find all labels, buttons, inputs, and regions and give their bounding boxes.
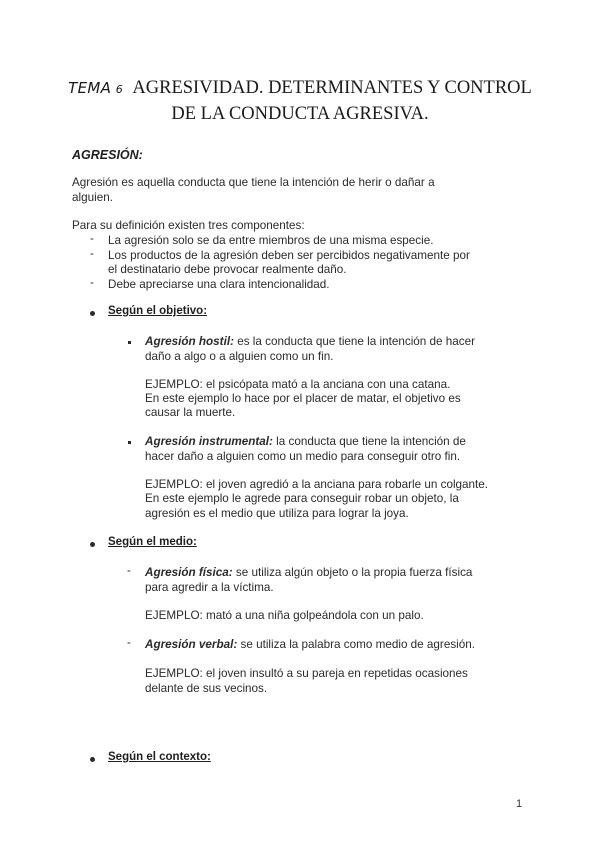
title-tema: TEMA (68, 79, 112, 97)
term-verbal: Agresión verbal: (145, 638, 238, 651)
term-fisica: Agresión física: (145, 566, 233, 579)
hostil-def: es la conducta que tiene la intención de hacer (233, 335, 476, 348)
heading-segun-objetivo: Según el objetivo: (108, 305, 208, 317)
instrumental-line-1 (145, 434, 466, 449)
dash-marker: - (90, 233, 94, 245)
heading-segun-medio: Según el medio: (108, 536, 197, 548)
term-instrumental: Agresión instrumental: (145, 435, 273, 448)
verbal-def: se utiliza la palabra como medio de agresión. (237, 638, 476, 651)
instrumental-example-3: agresión es el medio que utiliza para lograr la joya. (145, 507, 409, 520)
instrumental-example-2: En este ejemplo le agrede para conseguir robar un objeto, la (145, 492, 459, 505)
verbal-line-1 (145, 637, 475, 652)
hostil-line-1 (145, 334, 475, 349)
definition-line-2: alguien. (72, 191, 113, 204)
instrumental-def: la conducta que tiene la intención de (272, 435, 466, 448)
hostil-example-1: EJEMPLO: el psicópata mató a la anciana con una catana. (145, 378, 451, 391)
square-bullet (128, 341, 131, 344)
component-item-3: Debe apreciarse una clara intencionalidad. (108, 278, 330, 291)
dash-marker: - (90, 277, 94, 289)
fisica-line-1 (145, 565, 472, 580)
component-item-2-line-1: Los productos de la agresión deben ser percibidos negativamente por (108, 249, 470, 262)
verbal-example-1: EJEMPLO: el joven insultó a su pareja en repetidas ocasiones (145, 667, 468, 680)
section-heading-agresion: AGRESIÓN: (72, 148, 143, 162)
page-title (60, 76, 540, 126)
bullet-dot (90, 542, 95, 547)
hostil-line-2: daño a algo o a alguien como un fin. (145, 350, 334, 363)
fisica-example-1: EJEMPLO: mató a una niña golpeándola con un palo. (145, 609, 424, 622)
instrumental-example-1: EJEMPLO: el joven agredió a la anciana para robarle un colgante. (145, 478, 489, 491)
component-item-1: La agresión solo se da entre miembros de una misma especie. (108, 234, 434, 247)
title-text-1: AGRESIVIDAD. DETERMINANTES Y CONTROL (132, 78, 532, 98)
component-item-2-line-2: el destinatario debe provocar realmente daño. (108, 263, 347, 276)
components-intro: Para su definición existen tres componentes: (72, 219, 305, 232)
instrumental-line-2: hacer daño a alguien como un medio para conseguir otro fin. (145, 450, 461, 463)
fisica-line-2: para agredir a la víctima. (145, 581, 274, 594)
term-hostil: Agresión hostil: (145, 335, 234, 348)
hostil-example-2: En este ejemplo lo hace por el placer de matar, el objetivo es (145, 392, 461, 405)
page-number: 1 (516, 798, 523, 810)
heading-segun-contexto: Según el contexto: (108, 751, 211, 763)
title-line-1 (60, 76, 540, 102)
title-line-2: DE LA CONDUCTA AGRESIVA. (171, 104, 429, 124)
dash-marker: - (90, 248, 94, 260)
hostil-example-3: causar la muerte. (145, 406, 236, 419)
bullet-dot (90, 757, 95, 762)
bullet-dot (90, 311, 95, 316)
dash-marker: - (127, 565, 131, 577)
title-number: 6 (115, 83, 123, 96)
fisica-def: se utiliza algún objeto o la propia fuerza física (232, 566, 473, 579)
verbal-example-2: delante de sus vecinos. (145, 682, 268, 695)
square-bullet (128, 441, 131, 444)
dash-marker: - (127, 637, 131, 649)
definition-line-1: Agresión es aquella conducta que tiene la intención de herir o dañar a (72, 176, 435, 189)
